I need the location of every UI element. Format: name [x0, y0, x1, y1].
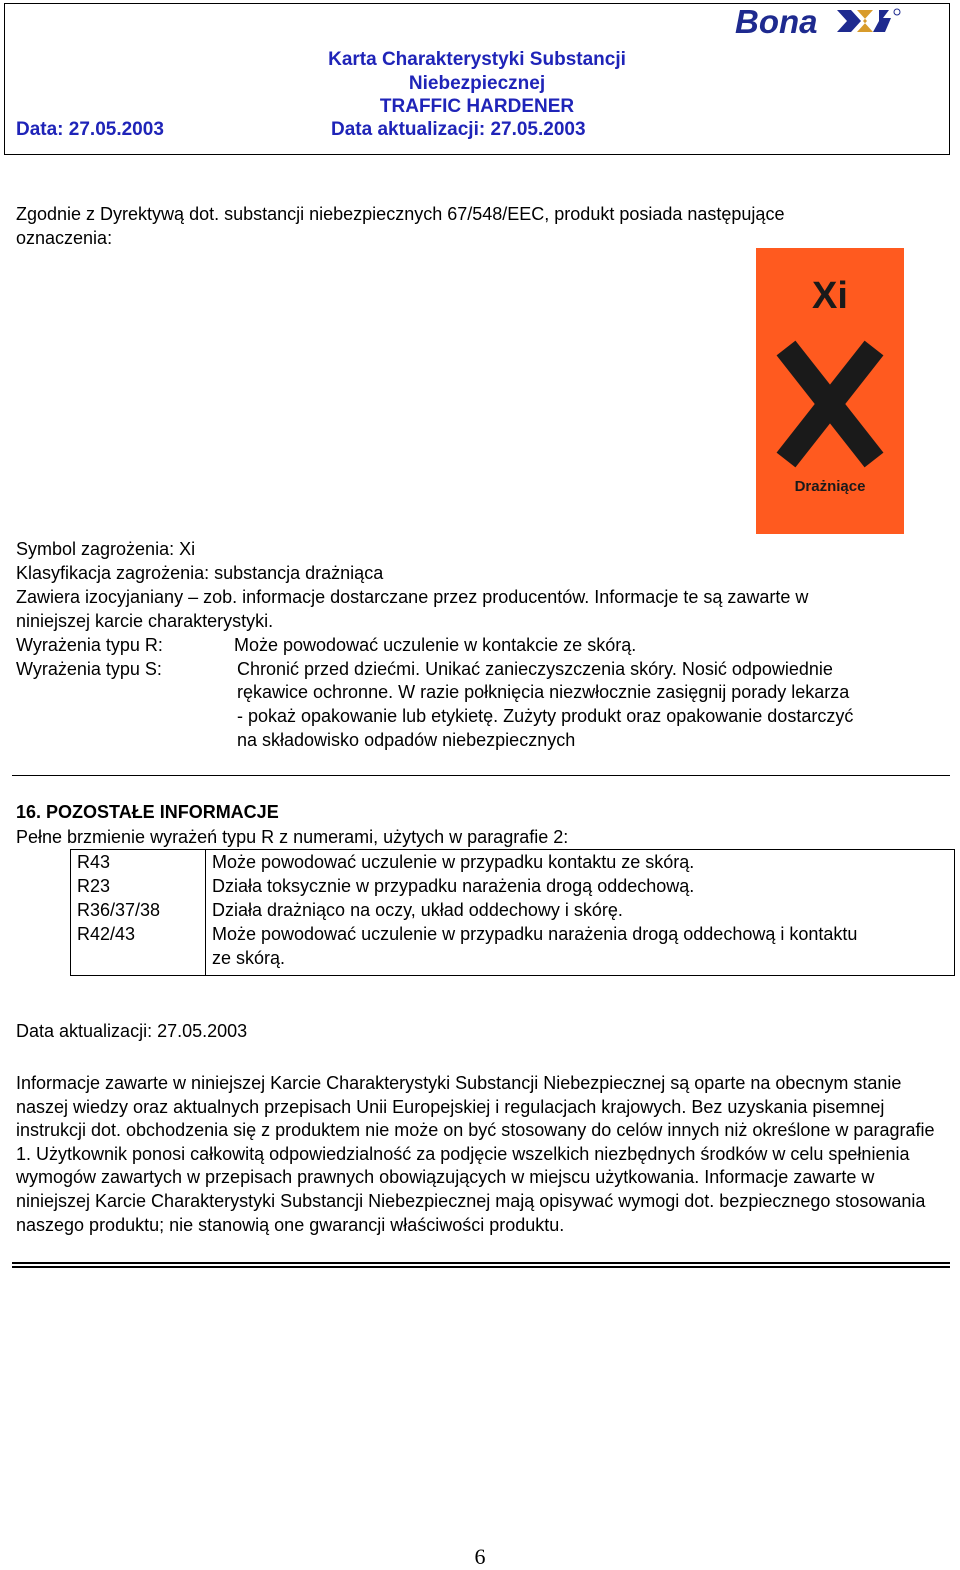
- s-phrase-line-4: na składowisko odpadów niebezpiecznych: [237, 730, 576, 750]
- section-16-subtitle: Pełne brzmienie wyrażeń typu R z numerami, użytych w paragrafie 2:: [16, 827, 569, 847]
- issue-date: Data: 27.05.2003: [16, 119, 164, 140]
- title-line-2: Niebezpiecznej: [408, 72, 546, 94]
- s-phrase-line-2: rękawice ochronne. W razie połknięcia niezwłocznie zasięgnij porady lekarza: [237, 682, 850, 702]
- header-update-date: Data aktualizacji: 27.05.2003: [331, 119, 586, 140]
- r-phrase-label: Wyrażenia typu R:: [16, 635, 163, 655]
- r-code: R43: [71, 850, 206, 875]
- hazard-symbol-text: Symbol zagrożenia: Xi: [16, 539, 196, 559]
- s-phrase-line-1: Chronić przed dziećmi. Unikać zanieczyszczenia skóry. Nosić odpowiednie: [237, 659, 833, 679]
- section-divider: [12, 775, 950, 776]
- intro-line-1: Zgodnie z Dyrektywą dot. substancji niebezpiecznych 67/548/EEC, produkt posiada następujące: [16, 204, 785, 224]
- footer-divider: [12, 1262, 950, 1268]
- r-text: Może powodować uczulenie w przypadku narażenia drogą oddechową i kontaktu ze skórą.: [212, 924, 858, 968]
- table-row: [71, 874, 955, 898]
- hazard-class-text: Klasyfikacja zagrożenia: substancja drażniąca: [16, 563, 384, 583]
- r-text: Może powodować uczulenie w przypadku kontaktu ze skórą.: [212, 852, 695, 872]
- table-row: [71, 898, 955, 922]
- r-phrase-text: Może powodować uczulenie w kontakcie ze skórą.: [234, 635, 637, 655]
- bona-logo-text: Bona: [735, 4, 818, 40]
- hazard-caption: Drażniące: [794, 478, 866, 495]
- bona-logo: [733, 4, 903, 40]
- contains-line-1: Zawiera izocyjaniany – zob. informacje dostarczane przez producentów. Informacje te są zawarte w: [16, 587, 809, 607]
- r-text: Działa toksycznie w przypadku narażenia drogą oddechową.: [212, 876, 695, 896]
- contains-line-2: niniejszej karcie charakterystyki.: [16, 611, 274, 631]
- section-16-title: 16. POZOSTAŁE INFORMACJE: [16, 802, 279, 822]
- intro-line-2: oznaczenia:: [16, 228, 113, 248]
- title-line-1: Karta Charakterystyki Substancji: [328, 49, 626, 70]
- table-row: [71, 850, 955, 875]
- r-code: R42/43: [71, 922, 206, 976]
- s-phrase-label: Wyrażenia typu S:: [16, 659, 162, 679]
- title-line-3: TRAFFIC HARDENER: [379, 96, 575, 117]
- page-number: 6: [474, 1544, 486, 1569]
- xi-hazard-symbol: [756, 248, 904, 534]
- s-phrase-line-3: - pokaż opakowanie lub etykietę. Zużyty produkt oraz opakowanie dostarczyć: [237, 706, 854, 726]
- r-phrases-table: [70, 849, 955, 976]
- table-row: [71, 922, 955, 976]
- r-code: R23: [71, 874, 206, 898]
- document-header: [4, 3, 950, 155]
- document-title: [5, 48, 949, 119]
- r-code: R36/37/38: [71, 898, 206, 922]
- disclaimer-paragraph: Informacje zawarte w niniejszej Karcie Charakterystyki Substancji Niebezpiecznej są oparte na obecnym stanie naszej wiedzy oraz aktualnych przepisach Unii Europejskiej i regulacjach krajowych. Bez uzyskania pisemnej instrukcji dot. obchodzenia się z produktem nie może on być stosowany do celów innych niż określone w paragrafie 1. Użytkownik ponosi całkowitą odpowiedzialność za podjęcie wszelkich niezbędnych środków w celu spełnienia wymogów zawartych w przepisach prawnych obowiązujących w miejscu użytkowania. Informacje zawarte w niniejszej Karcie Charakterystyki Substancji Niebezpiecznej mają opisywać wymogi dot. bezpiecznego stosowania naszego produktu; nie stanowią one gwarancji właściwości produktu.: [16, 1073, 935, 1235]
- update-date: Data aktualizacji: 27.05.2003: [16, 1021, 248, 1041]
- hazard-code: Xi: [812, 275, 848, 317]
- r-text: Działa drażniąco na oczy, układ oddechowy i skórę.: [212, 900, 623, 920]
